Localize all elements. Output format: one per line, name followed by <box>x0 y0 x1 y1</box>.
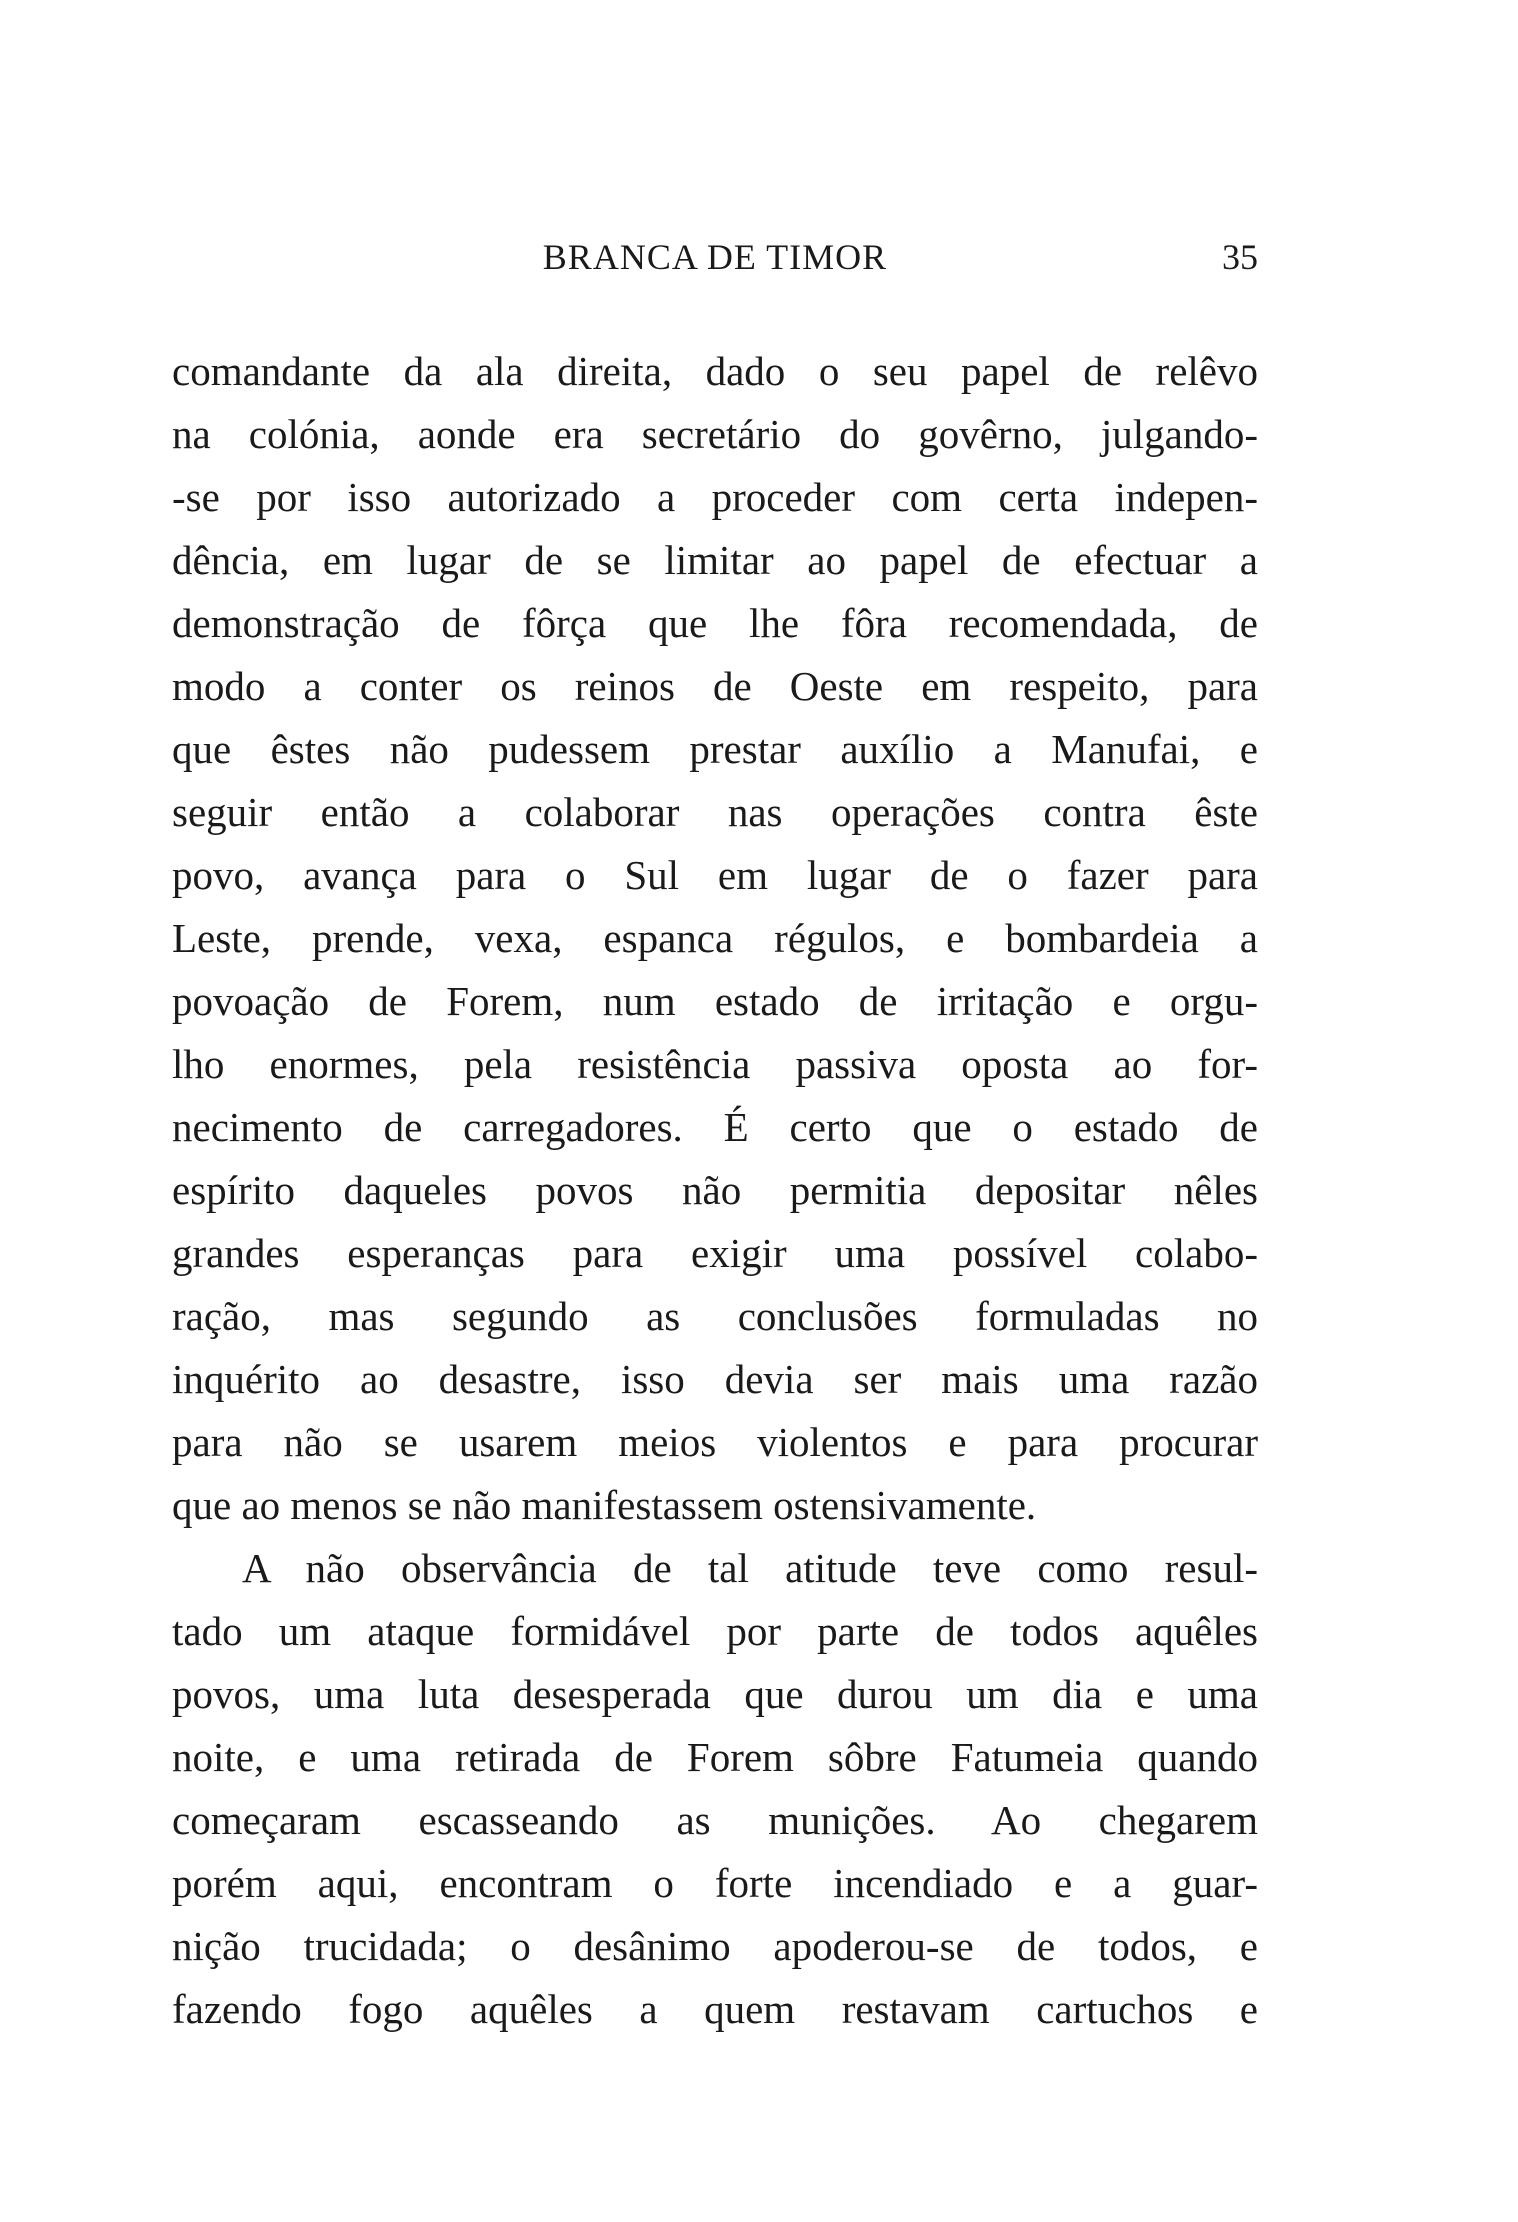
text-line: inquérito ao desastre, isso devia ser mais uma razão <box>172 1356 1258 1402</box>
text-line: Leste, prende, vexa, espanca régulos, e bombardeia a <box>172 915 1258 961</box>
text-line: povos, uma luta desesperada que durou um dia e uma <box>172 1671 1258 1717</box>
text-line: nição trucidada; o desânimo apoderou-se de todos, e <box>172 1923 1258 1969</box>
text-line: que êstes não pudessem prestar auxílio a Manufai, e <box>172 726 1258 772</box>
text-line: povoação de Forem, num estado de irritação e orgu- <box>172 978 1258 1024</box>
text-line: começaram escasseando as munições. Ao chegarem <box>172 1797 1258 1843</box>
text-line: espírito daqueles povos não permitia depositar nêles <box>172 1167 1258 1213</box>
running-head <box>172 232 1258 282</box>
page-number: 35 <box>1222 237 1258 277</box>
text-line: demonstração de fôrça que lhe fôra recomendada, de <box>172 600 1258 646</box>
text-line: comandante da ala direita, dado o seu papel de relêvo <box>172 348 1258 394</box>
running-title: BRANCA DE TIMOR <box>542 237 888 277</box>
text-line: ração, mas segundo as conclusões formuladas no <box>172 1293 1258 1339</box>
text-line: lho enormes, pela resistência passiva oposta ao for- <box>172 1041 1258 1087</box>
text-line: para não se usarem meios violentos e para procurar <box>172 1419 1258 1465</box>
text-line: modo a conter os reinos de Oeste em respeito, para <box>172 663 1258 709</box>
text-line: fazendo fogo aquêles a quem restavam cartuchos e <box>172 1986 1258 2032</box>
text-line: tado um ataque formidável por parte de todos aquêles <box>172 1608 1258 1654</box>
text-line: dência, em lugar de se limitar ao papel de efectuar a <box>172 537 1258 583</box>
text-line: povo, avança para o Sul em lugar de o fazer para <box>172 852 1258 898</box>
text-line: -se por isso autorizado a proceder com certa indepen- <box>172 474 1258 520</box>
text-line: seguir então a colaborar nas operações contra êste <box>172 789 1258 835</box>
text-line: necimento de carregadores. É certo que o estado de <box>172 1104 1258 1150</box>
text-line: noite, e uma retirada de Forem sôbre Fatumeia quando <box>172 1734 1258 1780</box>
text-line: porém aqui, encontram o forte incendiado e a guar- <box>172 1860 1258 1906</box>
body-text <box>172 340 1258 2041</box>
text-line: que ao menos se não manifestassem ostensivamente. <box>172 1482 1037 1528</box>
text-line: grandes esperanças para exigir uma possível colabo- <box>172 1230 1258 1276</box>
text-line: A não observância de tal atitude teve como resul- <box>242 1545 1258 1591</box>
text-line: na colónia, aonde era secretário do govêrno, julgando- <box>172 411 1258 457</box>
